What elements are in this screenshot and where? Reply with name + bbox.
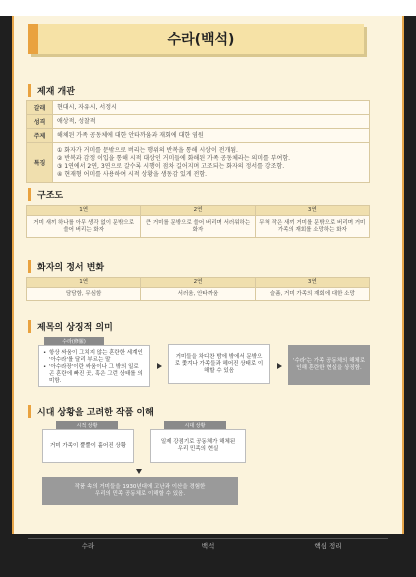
overview-value <box>53 143 370 183</box>
column-header: 2연 <box>141 206 255 216</box>
table-row <box>27 143 370 183</box>
context-conclusion-box: 작품 속의 거미들을 1930년대에 고난과 이산을 경험한 우리의 민족 공동체로 이해할 수 있음. <box>42 477 238 505</box>
column-header: 1연 <box>27 206 141 216</box>
table-row <box>27 115 370 129</box>
emotion-table <box>26 277 370 301</box>
table-cell: 큰 거미를 문밖으로 쓸어 버리며 서러워하는 화자 <box>141 216 255 238</box>
symbol-middle-box <box>168 344 270 384</box>
table-row <box>27 216 370 238</box>
column-header: 3연 <box>255 278 369 288</box>
table-cell: 거미 새끼 하나를 아무 생각 없이 문밖으로 쓸어 버리는 화자 <box>27 216 141 238</box>
table-row <box>27 278 370 288</box>
overview-label: 성격 <box>27 115 53 129</box>
list-item: • '아수라장'이란 싸움이나 그 밖의 일로 곤 혼란에 빠진 곳, 혹은 그런 상태를 의미함. <box>43 364 145 385</box>
feature-line: ③ 1연에서 2연, 3연으로 갈수록 시행이 점차 길어지며 고조되는 화자의 정서를 강조함. <box>57 162 285 170</box>
symbol-tab: 수라(修羅) <box>44 337 104 345</box>
overview-value: 현대시, 자유시, 서정시 <box>53 101 370 115</box>
overview-label: 주제 <box>27 129 53 143</box>
footer <box>28 541 388 553</box>
column-header: 2연 <box>141 278 255 288</box>
list-item: • 항상 싸움이 그치지 않는 혼란한 세계인 '아수라'를 달리 부르는 말 <box>43 350 145 364</box>
column-header: 3연 <box>255 206 369 216</box>
arrow-down-icon <box>136 469 142 474</box>
page-title <box>28 24 364 54</box>
section-heading-structure: 구조도 <box>28 188 63 201</box>
structure-table <box>26 205 370 238</box>
table-row <box>27 288 370 301</box>
footer-divider <box>28 538 388 539</box>
footer-item: 수라 <box>81 542 95 550</box>
symbol-middle-text: 거미들을 차디찬 밤에 밖에서 문밖으로 쫓겨나 가족들과 헤어진 상태로 이해할 수 있음 <box>174 353 264 374</box>
table-cell: 슬픔, 거미 가족의 재회에 대한 소망 <box>255 288 369 301</box>
overview-table <box>26 100 370 183</box>
footer-item: 백석 <box>201 542 215 550</box>
table-cell: 무척 작은 새끼 거미를 문밖으로 버리며 거미 가족의 재회를 소망하는 화자 <box>255 216 369 238</box>
section-heading-context: 시대 상황을 고려한 작품 이해 <box>28 405 154 418</box>
arrow-right-icon <box>277 363 282 369</box>
overview-value: 해체된 가족 공동체에 대한 안타까움과 재회에 대한 염원 <box>53 129 370 143</box>
table-cell: 서러움, 안타까움 <box>141 288 255 301</box>
overview-value: 애상적, 성찰적 <box>53 115 370 129</box>
poetic-situation-tab: 시적 상황 <box>56 421 118 429</box>
table-row <box>27 129 370 143</box>
feature-line: ② 반복과 감정 이입을 통해 시적 대상인 거미들에 화해된 가족 공동체라는 의미를 부여함. <box>57 154 291 162</box>
overview-label: 갈래 <box>27 101 53 115</box>
overview-label: 특징 <box>27 143 53 183</box>
arrow-right-icon <box>157 363 162 369</box>
footer-item: 핵심 정리 <box>314 542 342 550</box>
poetic-situation-box: 거미 가족이 뿔뿔이 흩어진 상황 <box>42 429 134 463</box>
section-heading-emotion: 화자의 정서 변화 <box>28 260 104 273</box>
feature-line: ④ 현재형 어미를 사용하여 시적 상황을 생동감 있게 전함. <box>57 170 208 178</box>
page-title-text: 수라(백석) <box>167 32 235 48</box>
table-row <box>27 206 370 216</box>
column-header: 1연 <box>27 278 141 288</box>
symbol-definition-box <box>38 345 150 387</box>
table-cell: 담담함, 무심함 <box>27 288 141 301</box>
section-heading-symbol: 제목의 상징적 의미 <box>28 320 113 333</box>
top-band <box>0 0 416 16</box>
symbol-conclusion-box: '수라'는 가족 공동체의 해체로 인해 혼란한 현실을 상징함. <box>288 345 370 385</box>
table-row <box>27 101 370 115</box>
section-heading-overview: 제재 개관 <box>28 84 75 97</box>
historical-situation-tab: 시대 상황 <box>164 421 226 429</box>
historical-situation-box: 일제 강점기로 공동체가 해체된 우리 민족의 현실 <box>150 429 246 463</box>
feature-line: ① 화자가 거미를 문밖으로 버리는 행위의 반복을 통해 시상이 전개됨. <box>57 146 238 154</box>
